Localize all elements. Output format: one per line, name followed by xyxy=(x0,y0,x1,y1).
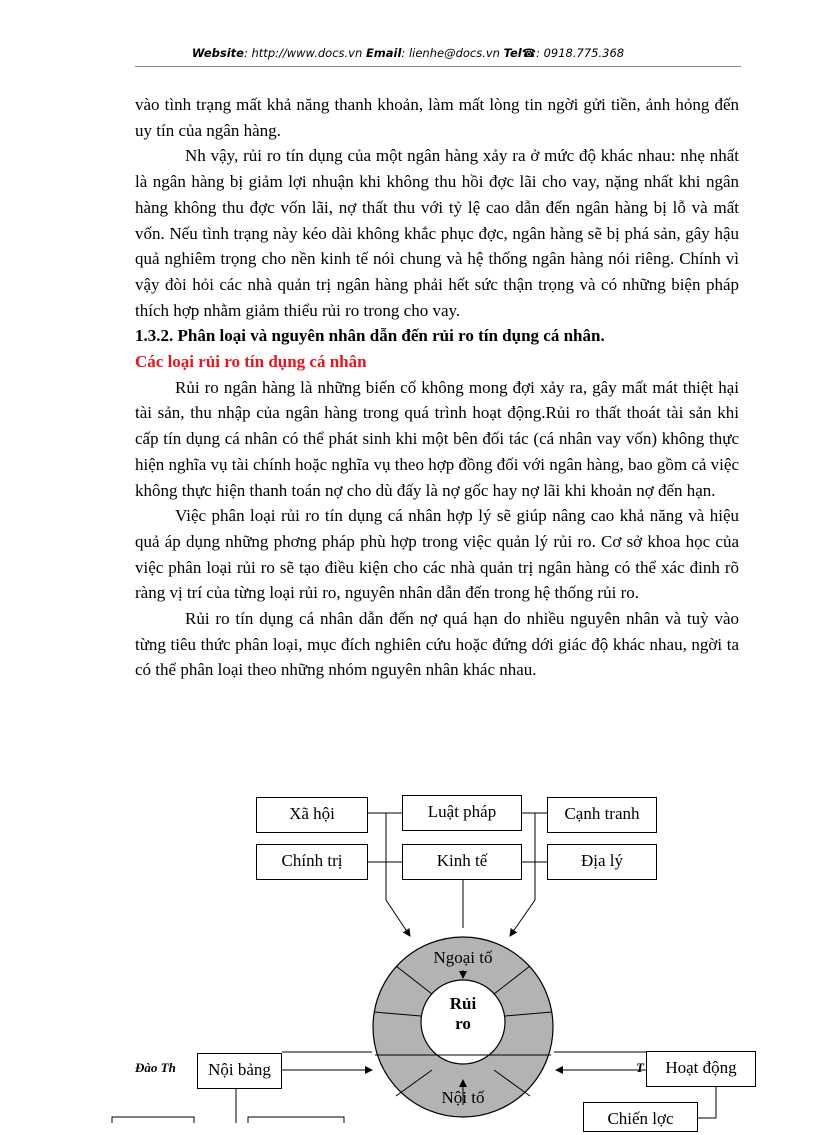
section-heading: 1.3.2. Phân loại và nguyên nhân dẫn đến rủi ro tín dụng cá nhân. xyxy=(135,326,605,346)
box-xa-hoi: Xã hội xyxy=(256,797,368,833)
box-canh-tranh: Cạnh tranh xyxy=(547,797,657,833)
email-label: Email xyxy=(365,46,402,60)
risk-diagram xyxy=(0,780,816,1128)
paragraph-2: Nh vậy, rủi ro tín dụng của một ngân hàng xảy ra ở mức độ khác nhau: nhẹ nhất là ngân hàng bị giảm lợi nhuận khi không thu hồi đợc lãi cho vay, nặng nhất khi ngân hàng không thu đợc vốn lãi, nợ thất thu với tỷ lệ cao dẫn đến ngân hàng bị lỗ và mất vốn. Nếu tình trạng này kéo dài không khắc phục đợc, ngân hàng sẽ bị phá sản, gây hậu quả nghiêm trọng cho nền kinh tế nói chung và hệ thống ngân hàng nói riêng. Chính vì vậy đòi hỏi các nhà quản trị ngân hàng phải hết sức thận trọng và có những biện pháp thích hợp nhằm giảm thiểu rủi ro trong cho vay. xyxy=(135,146,739,320)
paragraph-5: Rủi ro tín dụng cá nhân dẫn đến nợ quá hạn do nhiều nguyên nhân và tuỳ vào từng tiêu thức phân loại, mục đích nghiên cứu hoặc đứng dới giác độ khác nhau, ngời ta có thể phân loại theo những nhóm nguyên nhân khác nhau. xyxy=(135,609,739,680)
box-chinh-tri: Chính trị xyxy=(256,844,368,880)
email-value: : lienhe@docs.vn xyxy=(401,46,500,60)
tel-value: : 0918.775.368 xyxy=(536,46,625,60)
paragraph-3: Rủi ro ngân hàng là những biến cố không mong đợi xảy ra, gây mất mát thiệt hại tài sản, thu nhập của ngân hàng trong quá trình hoạt động.Rủi ro thất thoát tài sản khi cấp tín dụng cá nhân có thể phát sinh khi một bên đối tác (cá nhân vay vốn) không thực hiện nghĩa vụ tài chính hoặc nghĩa vụ theo hợp đồng đối với ngân hàng, bao gồm cả việc không thực hiện thanh toán nợ cho dù đấy là nợ gốc hay nợ lãi khi khoản nợ đến hạn. xyxy=(135,377,739,500)
box-luat-phap: Luật pháp xyxy=(402,795,522,831)
page-header xyxy=(0,46,816,60)
box-dia-ly: Địa lý xyxy=(547,844,657,880)
footer-author-right: T xyxy=(636,1060,644,1075)
phone-icon: ☎ xyxy=(521,46,537,60)
box-kinh-te: Kinh tế xyxy=(402,844,522,880)
paragraph-4: Việc phân loại rủi ro tín dụng cá nhân hợp lý sẽ giúp nâng cao khả năng và hiệu quả áp dụng những phơng pháp phù hợp trong việc quản lý rủi ro. Cơ sở khoa học của việc phân loại rủi ro sẽ tạo điều kiện cho các nhà quản trị ngân hàng có thể xác đinh rõ ràng vị trí của từng loại rủi ro, nguyên nhân dẫn đến trong hệ thống rủi ro. xyxy=(135,506,739,603)
box-chien-luoc: Chiến lợc xyxy=(583,1102,698,1132)
box-noi-bang: Nội bảng xyxy=(197,1053,282,1089)
ring-inner-label: Nội tố xyxy=(441,1088,485,1107)
paragraph-1: vào tình trạng mất khả năng thanh khoản, làm mất lòng tin ngời gửi tiền, ảnh hỏng đến uy tín của ngân hàng. xyxy=(135,95,739,140)
footer-author-left: Đào Th xyxy=(135,1060,176,1075)
website-label: Website xyxy=(191,46,244,60)
website-value: : http://www.docs.vn xyxy=(243,46,363,60)
document-body xyxy=(135,92,739,683)
box-hoat-dong: Hoạt động xyxy=(646,1051,756,1087)
sub-heading: Các loại rủi ro tín dụng cá nhân xyxy=(135,352,367,372)
header-divider xyxy=(135,66,741,67)
ring-outer-label: Ngoại tố xyxy=(433,948,493,967)
center-label: Rủi ro xyxy=(449,994,477,1033)
tel-label: Tel xyxy=(503,46,522,60)
